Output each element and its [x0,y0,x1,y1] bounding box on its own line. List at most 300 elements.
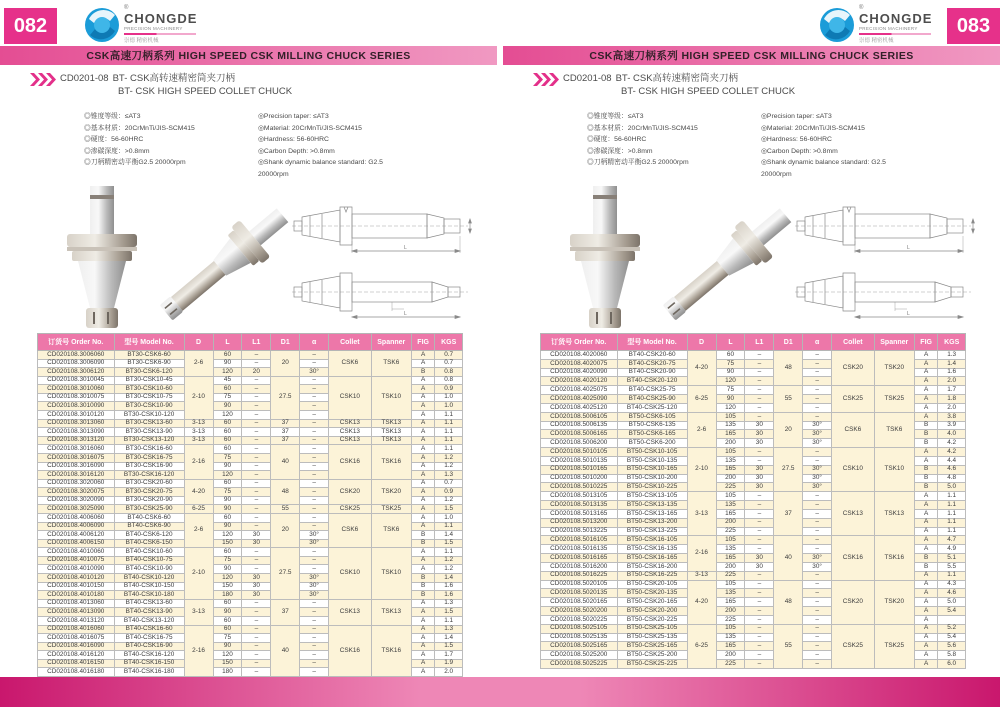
table-cell: BT30-CSK10-90 [114,402,184,411]
page-083 [503,0,1000,707]
table-cell: 105 [716,536,745,545]
table-cell: 1.6 [938,368,966,377]
table-cell: 75 [213,453,242,462]
table-cell: BT50-CSK10-200 [617,474,687,483]
table-cell: CSK25 [832,624,875,668]
table-cell: CD020108.5006165 [541,430,618,439]
table-cell: 120 [716,377,745,386]
table-cell: 1.1 [435,548,463,557]
table-row [38,513,463,522]
table-cell: 2-6 [687,412,716,447]
spec-item: ◎锥度等级：≤AT3 [587,113,644,120]
table-cell: 60 [213,428,242,437]
table-row [38,505,463,514]
table-row [541,580,966,589]
table-cell: 1.5 [435,642,463,651]
table-cell: TSK6 [371,351,411,377]
table-cell: 2-10 [184,376,213,419]
table-cell: CSK25 [329,505,372,514]
table-cell: 1.5 [435,608,463,617]
table-cell: 150 [213,582,242,591]
table-cell: CD020108.4016090 [38,642,115,651]
table-cell: TSK10 [371,548,411,599]
table-cell: CD020108.5010200 [541,474,618,483]
collet-chuck-photo-vertical [558,186,653,334]
table-cell: 3-13 [687,492,716,536]
table-cell: A [411,428,434,437]
table-cell: A [411,659,434,668]
table-cell: 4-20 [184,479,213,505]
technical-drawing-fig-b [292,261,482,323]
table-cell: 120 [213,411,242,420]
table-cell: BT30-CSK20-75 [114,488,184,497]
table-cell: – [300,393,329,402]
table-cell: A [914,509,937,518]
table-cell: – [803,368,832,377]
table-cell: – [242,419,271,428]
table-cell: BT40-CSK16-90 [114,642,184,651]
table-cell: BT40-CSK13-90 [114,608,184,617]
page-082 [0,0,497,707]
table-cell: BT40-CSK20-90 [617,368,687,377]
table-cell: 165 [716,598,745,607]
table-cell: CD020108.3010075 [38,393,115,402]
brand-subtitle: PRECISION MACHINERY [859,26,918,31]
table-cell: CD020108.3010090 [38,402,115,411]
table-row [541,386,966,395]
table-cell: A [914,368,937,377]
table-cell: 5.4 [938,607,966,616]
table-cell: – [242,471,271,480]
table-cell: BT50-CSK6-135 [617,421,687,430]
table-cell: – [300,668,329,677]
table-cell: – [745,589,774,598]
brand-name: CHONGDE [859,11,933,26]
table-cell: – [242,522,271,531]
column-header: D1 [271,334,300,351]
table-cell: 165 [716,554,745,563]
table-cell: CD020108.4010090 [38,565,115,574]
table-cell: A [914,518,937,527]
table-cell: – [803,659,832,668]
table-row [38,376,463,385]
table-cell: 180 [213,591,242,600]
table-cell: A [411,642,434,651]
table-cell: – [242,659,271,668]
table-cell: 37 [774,492,803,536]
table-cell: – [300,411,329,420]
table-cell: 135 [716,421,745,430]
specs-english [761,111,913,180]
table-cell: 1.3 [435,599,463,608]
table-cell: 2-16 [687,536,716,571]
table-cell: – [300,471,329,480]
table-cell: BT50-CSK16-200 [617,562,687,571]
table-cell: – [242,411,271,420]
table-cell: CD020108.4010180 [38,591,115,600]
table-cell: CSK13 [329,599,372,625]
table-cell: TSK13 [371,436,411,445]
table-cell: CD020108.5025200 [541,651,618,660]
table-row [541,448,966,457]
table-cell: BT30-CSK16-75 [114,453,184,462]
table-cell: – [242,428,271,437]
table-cell: 30 [745,483,774,492]
column-header: Spanner [874,334,914,351]
table-cell: 60 [213,599,242,608]
table-cell: 135 [716,633,745,642]
table-cell: 90 [213,359,242,368]
table-cell: 60 [213,625,242,634]
table-cell: 30° [300,539,329,548]
table-cell: 75 [213,634,242,643]
table-cell: TSK13 [371,599,411,625]
table-cell: CD020108.5006200 [541,439,618,448]
table-cell: BT50-CSK6-200 [617,439,687,448]
table-cell: – [300,359,329,368]
table-cell: TSK13 [874,492,914,536]
table-cell: – [745,412,774,421]
table-cell: A [411,359,434,368]
spec-item: ◎Material: 20CrMnTi/JIS-SCM415 [258,124,362,132]
table-cell: BT50-CSK10-225 [617,483,687,492]
table-cell: A [411,393,434,402]
table-row [541,351,966,360]
table-cell: BT40-CSK20-60 [617,351,687,360]
table-cell: BT50-CSK10-135 [617,456,687,465]
column-header: L1 [745,334,774,351]
table-cell: CD020108.3020090 [38,496,115,505]
table-cell: BT40-CSK16-75 [114,634,184,643]
table-cell: 2-6 [184,351,213,377]
table-cell: – [803,377,832,386]
table-cell: 20 [271,351,300,377]
table-cell: 20 [242,368,271,377]
table-cell: – [803,509,832,518]
table-cell: – [745,651,774,660]
table-cell: 5.4 [938,633,966,642]
table-cell: CD020108.4013060 [38,599,115,608]
table-cell: 5.1 [938,554,966,563]
table-cell: 105 [716,624,745,633]
table-cell: A [411,651,434,660]
table-cell: 1.2 [435,453,463,462]
table-cell: – [242,642,271,651]
table-cell: TSK20 [874,351,914,386]
table-cell: – [242,548,271,557]
table-cell: 135 [716,545,745,554]
table-cell: BT50-CSK13-225 [617,527,687,536]
table-cell: TSK13 [371,419,411,428]
table-cell: CD020108.5025105 [541,624,618,633]
table-row [38,548,463,557]
column-header: L [716,334,745,351]
table-cell: 165 [716,465,745,474]
table-cell: – [803,589,832,598]
technical-drawing-fig-a [795,195,985,257]
table-cell: – [300,496,329,505]
table-cell: – [745,456,774,465]
table-cell: – [803,403,832,412]
spec-item: ◎渗碳深度：>0.8mm [84,147,150,155]
table-cell: CSK13 [329,419,372,428]
heading-line2: BT- CSK HIGH SPEED COLLET CHUCK [118,86,293,97]
table-cell: 60 [213,436,242,445]
table-cell: 2-10 [687,448,716,492]
series-banner: CSK高速刀柄系列 HIGH SPEED CSK MILLING CHUCK SERIES [503,46,1000,65]
table-cell: CD020108.5006135 [541,421,618,430]
table-cell: 3.8 [938,412,966,421]
table-cell: – [300,505,329,514]
spec-item: ◎基本材质：20CrMnTi/JIS-SCM415 [84,124,195,132]
table-cell: 4.0 [938,430,966,439]
table-cell: 1.3 [435,471,463,480]
table-cell: BT30-CSK10-75 [114,393,184,402]
table-cell: B [914,483,937,492]
column-header: FIG [914,334,937,351]
table-cell: 2-10 [184,548,213,599]
table-cell: 3-13 [184,419,213,428]
table-cell: 60 [213,385,242,394]
table-cell: CD020108.4025075 [541,386,618,395]
table-cell: 75 [716,386,745,395]
table-cell: 27.5 [271,376,300,419]
table-cell: CD020108.3010045 [38,376,115,385]
table-cell: 1.2 [435,565,463,574]
brand-underline [124,33,196,35]
table-cell: – [803,359,832,368]
table-cell: 1.1 [938,501,966,510]
table-cell: BT50-CSK10-165 [617,465,687,474]
table-cell: BT30-CSK10-60 [114,385,184,394]
table-cell: 1.1 [938,492,966,501]
table-cell: TSK25 [874,624,914,668]
table-cell: – [745,518,774,527]
table-cell: BT30-CSK6-60 [114,351,184,360]
table-cell: CSK16 [329,445,372,479]
table-cell: B [411,591,434,600]
table-cell: – [242,513,271,522]
table-cell: 165 [716,642,745,651]
table-cell: CD020108.5016200 [541,562,618,571]
series-banner: CSK高速刀柄系列 HIGH SPEED CSK MILLING CHUCK SERIES [0,46,497,65]
table-cell: CSK10 [329,548,372,599]
table-cell: A [411,608,434,617]
spec-item: ◎硬度：56-60HRC [587,136,647,143]
table-cell: 0.7 [435,351,463,360]
spec-item: ◎Precision taper: ≤AT3 [761,113,832,120]
table-cell: CD020108.5016225 [541,571,618,580]
table-cell: CD020108.3025090 [38,505,115,514]
table-cell: 1.8 [938,395,966,404]
table-cell: CD020108.3016075 [38,453,115,462]
table-cell: BT50-CSK13-165 [617,509,687,518]
table-cell: BT30-CSK10-45 [114,376,184,385]
table-cell: A [411,668,434,677]
table-cell: – [803,518,832,527]
table-cell: – [300,462,329,471]
table-cell: – [300,488,329,497]
section-heading [30,70,460,97]
table-cell: 0.7 [435,359,463,368]
table-cell: 225 [716,483,745,492]
table-cell: A [411,411,434,420]
table-cell: 180 [213,668,242,677]
table-cell: A [411,496,434,505]
chevrons-icon [533,73,559,86]
table-cell: 1.1 [938,571,966,580]
table-cell: 30° [803,465,832,474]
table-cell: 1.1 [938,509,966,518]
table-cell: – [803,412,832,421]
table-cell: TSK6 [874,412,914,447]
table-cell: CD020108.3010060 [38,385,115,394]
table-cell: 2-16 [184,445,213,479]
table-cell: B [411,582,434,591]
table-cell: 1.1 [938,527,966,536]
table-cell: CSK13 [329,436,372,445]
table-cell: – [300,402,329,411]
table-cell: BT50-CSK25-105 [617,624,687,633]
column-header: FIG [411,334,434,351]
table-cell: 1.2 [435,496,463,505]
table-cell [938,615,966,624]
table-cell: 30° [803,474,832,483]
table-cell: CSK20 [329,479,372,505]
table-cell: CD020108.4006150 [38,539,115,548]
globe-icon [819,7,855,43]
table-cell: – [242,556,271,565]
spec-item: ◎刀柄精密动平衡G2.5 20000rpm [587,159,689,166]
table-cell: 40 [774,536,803,580]
table-cell: – [242,505,271,514]
spec-item: ◎Carbon Depth: >0.8mm [761,147,838,155]
table-cell: BT40-CSK16-120 [114,651,184,660]
table-cell: CD020108.3016090 [38,462,115,471]
column-header: D1 [774,334,803,351]
table-cell: 1.0 [435,402,463,411]
table-cell: – [242,651,271,660]
spec-item: ◎Hardness: 56-60HRC [761,136,832,143]
table-cell: A [914,456,937,465]
table-cell: – [242,359,271,368]
table-cell: A [914,412,937,421]
table-cell: CD020108.5013200 [541,518,618,527]
table-cell: 1.1 [435,436,463,445]
table-cell: 3-13 [184,436,213,445]
table-cell: – [745,509,774,518]
column-header: KGS [435,334,463,351]
table-cell: 4.2 [938,439,966,448]
table-cell: 1.1 [938,518,966,527]
table-cell: – [745,395,774,404]
table-cell: CSK20 [832,580,875,624]
table-cell: A [411,385,434,394]
table-cell: 20 [774,412,803,447]
table-cell: 90 [213,462,242,471]
table-cell: 2.0 [938,377,966,386]
table-cell: CD020108.4020060 [541,351,618,360]
table-cell: A [411,599,434,608]
table-cell: 90 [213,402,242,411]
table-cell: A [914,492,937,501]
table-header-row [38,334,463,351]
column-header: L1 [242,334,271,351]
table-cell: – [300,651,329,660]
technical-drawing-fig-a [292,195,482,257]
table-cell: – [242,462,271,471]
table-cell: CD020108.4016075 [38,634,115,643]
table-cell: – [300,599,329,608]
table-cell: CSK16 [832,536,875,580]
column-header: Spanner [371,334,411,351]
spec-item: ◎Shank dynamic balance standard: G2.5 20000rpm [761,159,886,178]
table-cell: TSK20 [371,479,411,505]
chevrons-icon [30,73,56,86]
table-cell: 27.5 [271,548,300,599]
table-cell: 200 [716,439,745,448]
heading-code: CD0201-08 [563,73,612,84]
table-cell: – [242,376,271,385]
table-cell: A [914,351,937,360]
table-cell: – [803,351,832,360]
brand-name-cn: 崇德 精密机械 [124,38,159,44]
table-cell: – [300,548,329,557]
table-cell: A [914,501,937,510]
table-cell: – [803,651,832,660]
table-cell: BT30-CSK20-90 [114,496,184,505]
table-cell: – [803,642,832,651]
table-row [38,419,463,428]
table-cell: CD020108.5010165 [541,465,618,474]
table-cell: 135 [716,501,745,510]
table-cell: 48 [774,580,803,624]
table-cell: 1.6 [435,591,463,600]
table-cell: 60 [716,351,745,360]
table-cell: 3-13 [184,428,213,437]
table-cell: B [411,368,434,377]
spec-item: ◎Shank dynamic balance standard: G2.5 20000rpm [258,159,383,178]
heading-line1: CD0201-08 BT- CSK高转速精密筒夹刀柄 [60,73,236,84]
table-cell: BT40-CSK10-90 [114,565,184,574]
table-cell: 90 [213,522,242,531]
table-cell: – [745,448,774,457]
table-cell: A [914,624,937,633]
table-cell: 0.9 [435,385,463,394]
table-cell: – [745,501,774,510]
table-cell: 30° [300,574,329,583]
table-cell: BT40-CSK20-75 [617,359,687,368]
spec-item: ◎Precision taper: ≤AT3 [258,113,329,120]
table-cell: 30 [242,591,271,600]
column-header: Collet [329,334,372,351]
table-cell: A [411,462,434,471]
table-cell: – [300,522,329,531]
table-cell: 1.6 [435,582,463,591]
table-cell: 4.4 [938,456,966,465]
brand-subtitle: PRECISION MACHINERY [124,26,183,31]
table-row [38,436,463,445]
table-cell: 1.7 [938,386,966,395]
table-cell: BT40-CSK10-75 [114,556,184,565]
table-cell: A [411,505,434,514]
table-cell: CD020108.5013165 [541,509,618,518]
table-cell: CSK20 [832,351,875,386]
table-cell: 5.8 [938,651,966,660]
table-cell: A [914,633,937,642]
table-cell: BT30-CSK16-60 [114,445,184,454]
table-cell: CD020108.4010120 [38,574,115,583]
